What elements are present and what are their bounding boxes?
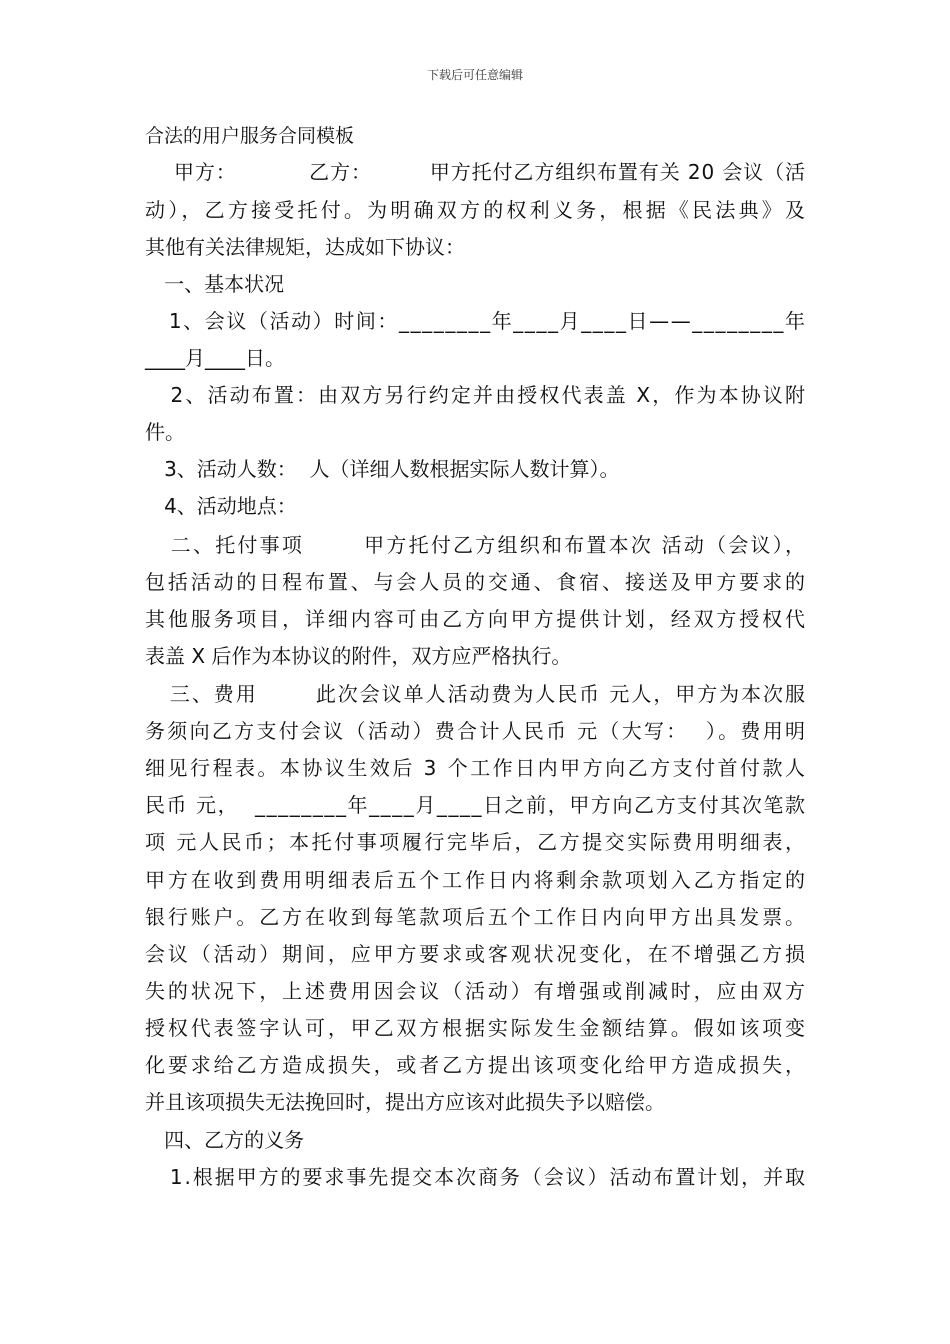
paragraph-line: ____月____日。 bbox=[145, 346, 285, 370]
paragraph-line: 失的状况下，上述费用因会议（活动）有增强或削减时，应由双方 bbox=[145, 979, 808, 1003]
section-heading: 四、乙方的义务 bbox=[145, 1128, 305, 1152]
paragraph-line: 甲方： 乙方： 甲方托付乙方组织布置有关 20 会议（活 bbox=[145, 160, 806, 184]
paragraph-line: 2、活动布置：由双方另行约定并由授权代表盖 X，作为本协议附 bbox=[145, 383, 808, 407]
document-title: 合法的用户服务合同模板 bbox=[145, 125, 355, 147]
paragraph-line: 1.根据甲方的要求事先提交本次商务（会议）活动布置计划，并取 bbox=[145, 1165, 807, 1189]
paragraph-line: 项 元人民币；本托付事项履行完毕后，乙方提交实际费用明细表， bbox=[145, 830, 808, 854]
paragraph-line: 动），乙方接受托付。为明确双方的权利义务，根据《民法典》及 bbox=[145, 198, 809, 222]
paragraph-line: 其他有关法律规矩，达成如下协议： bbox=[145, 235, 465, 259]
paragraph-line: 会议（活动）期间，应甲方要求或客观状况变化，在不增强乙方损 bbox=[145, 942, 808, 966]
paragraph-line: 表盖 X 后作为本协议的附件，双方应严格执行。 bbox=[145, 644, 572, 668]
paragraph-line: 包括活动的日程布置、与会人员的交通、食宿、接送及甲方要求的 bbox=[145, 570, 808, 594]
section-heading: 一、基本状况 bbox=[145, 272, 285, 296]
paragraph-line: 细见行程表。本协议生效后 3 个工作日内甲方向乙方支付首付款人 bbox=[145, 756, 808, 780]
section-heading: 三、费用 此次会议单人活动费为人民币 元人，甲方为本次服 bbox=[145, 682, 807, 706]
paragraph-line: 化要求给乙方造成损失，或者乙方提出该项变化给甲方造成损失， bbox=[145, 1053, 808, 1077]
paragraph-line: 其他服务项目，详细内容可由乙方向甲方提供计划，经双方授权代 bbox=[145, 607, 808, 631]
paragraph-line: 民币 元， ________年____月____日之前，甲方向乙方支付其次笔款 bbox=[145, 793, 807, 817]
paragraph-line: 件。 bbox=[145, 420, 185, 444]
paragraph-line: 3、活动人数： 人（详细人数根据实际人数计算）。 bbox=[145, 457, 620, 481]
paragraph-line: 1、会议（活动）时间：________年____月____日——________年 bbox=[145, 309, 807, 333]
paragraph-line: 授权代表签字认可，甲乙双方根据实际发生金额结算。假如该项变 bbox=[145, 1016, 808, 1040]
page-header: 下载后可任意编辑 bbox=[426, 68, 523, 82]
section-heading: 二、托付事项 甲方托付乙方组织和布置本次 活动（会议）， bbox=[145, 533, 808, 557]
paragraph-line: 务须向乙方支付会议（活动）费合计人民币 元（大写： ）。费用明 bbox=[145, 719, 808, 743]
paragraph-line: 并且该项损失无法挽回时，提出方应该对此损失予以赔偿。 bbox=[145, 1090, 665, 1114]
paragraph-line: 甲方在收到费用明细表后五个工作日内将剩余款项划入乙方指定的 bbox=[145, 868, 808, 892]
paragraph-line: 银行账户。乙方在收到每笔款项后五个工作日内向甲方出具发票。 bbox=[145, 905, 808, 929]
paragraph-line: 4、活动地点： bbox=[145, 494, 297, 518]
